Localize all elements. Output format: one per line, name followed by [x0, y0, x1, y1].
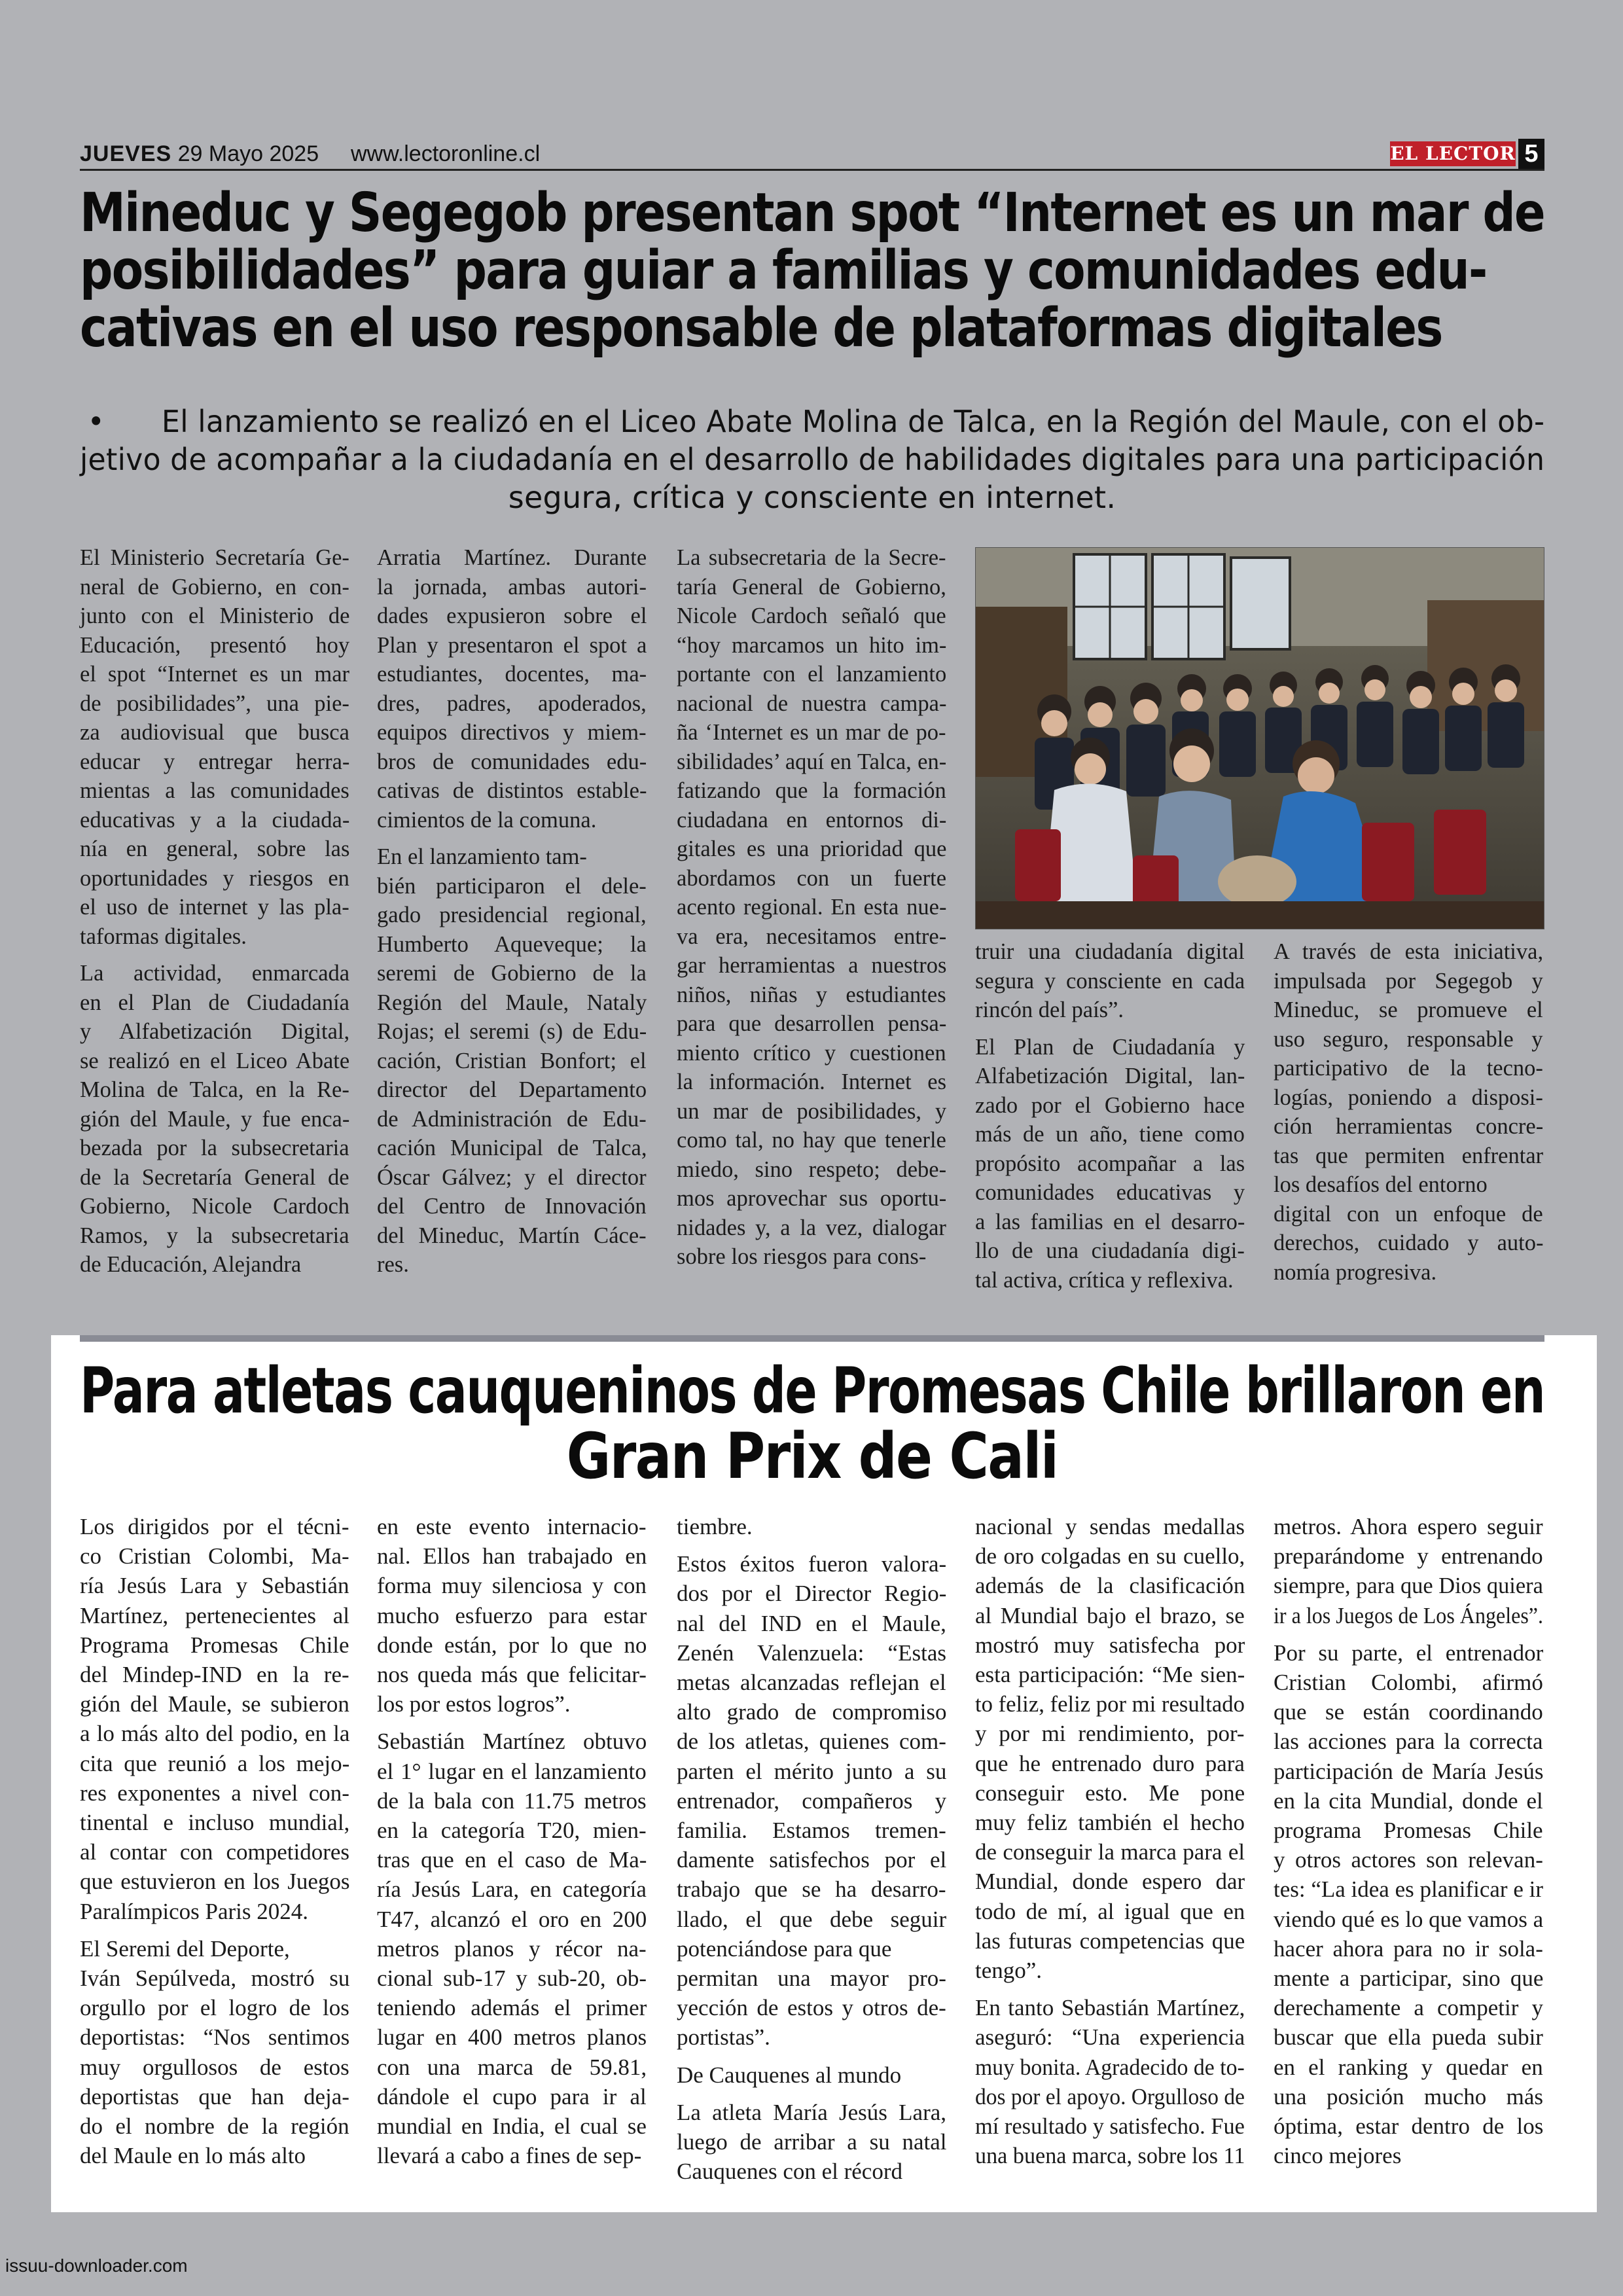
text-line: logías, poniendo a disposi- [1274, 1085, 1543, 1110]
text-line: Martínez, pertenecientes al [80, 1602, 349, 1628]
text-line: tiembre. [677, 1514, 753, 1539]
text-line: muy orgullosos de estos [80, 2054, 349, 2080]
article1-column-1 [80, 543, 349, 1287]
article2-column-3 [677, 1512, 946, 2194]
paragraph [377, 1512, 647, 1719]
bullet-icon: • [87, 404, 105, 439]
subhead-line: segura, crítica y consciente en internet. [508, 480, 1116, 515]
paragraph [975, 1512, 1245, 1985]
text-line: de Administración de Edu- [377, 1106, 647, 1132]
text-line: del Centro de Innovación [377, 1194, 647, 1219]
text-line: y otros actores son relevan- [1274, 1847, 1543, 1873]
text-line: dándole el cupo para ir al [377, 2083, 647, 2109]
text-line: nacional y sendas medallas [975, 1514, 1245, 1539]
text-line: derechos, cuidado y auto- [1274, 1230, 1544, 1255]
text-line: dos por el Director Regio- [677, 1581, 947, 1607]
text-line: Educación, presentó hoy [80, 632, 350, 658]
text-line: Óscar Gálvez; y el director [377, 1164, 647, 1190]
text-line: rincón del país”. [975, 997, 1124, 1022]
text-line: el uso de internet y las pla- [80, 895, 349, 920]
text-line: deportistas: “Nos sentimos [80, 2024, 350, 2051]
text-line: El Plan de Ciudadanía y [975, 1034, 1245, 1060]
text-line: gado presidencial regional, [377, 903, 647, 927]
text-line: nos queda más que felicitar- [377, 1662, 647, 1688]
text-line: parten el mérito junto a su [677, 1758, 947, 1784]
text-line: dos por el apoyo. Orgulloso de [975, 2083, 1245, 2109]
text-line: mostró muy satisfecha por [975, 1632, 1245, 1658]
text-line: Programa Promesas Chile [80, 1632, 349, 1658]
text-line: muy bonita. Agradecido de to- [975, 2054, 1245, 2080]
watermark: issuu-downloader.com [5, 2255, 188, 2276]
text-line: Molina de Talca, en la Re- [80, 1077, 349, 1102]
article1-column-2 [377, 543, 647, 1287]
text-line: mente a participar, sino que [1274, 1965, 1544, 1992]
text-line: Sebastián Martínez obtuvo [377, 1729, 647, 1755]
page-number: 5 [1518, 139, 1544, 169]
text-line: familia. Estamos tremen- [677, 1818, 946, 1844]
headline-line: Para atletas cauqueninos de Promesas Chile brillaron en [80, 1354, 1545, 1427]
text-line: donde están, por lo que no [377, 1632, 647, 1658]
text-line: La subsecretaria de la Secre- [677, 545, 946, 570]
text-line: to feliz, feliz por mi resultado [975, 1691, 1245, 1717]
text-line: Rojas; el seremi (s) de Edu- [377, 1019, 647, 1044]
paragraph [975, 1993, 1245, 2170]
text-line: participativo de la tecno- [1274, 1056, 1543, 1081]
text-line: cional sub-17 y sub-20, ob- [377, 1965, 647, 1992]
text-line: Zenén Valenzuela: “Estas [677, 1640, 946, 1666]
text-line: entrenador, compañeros y [677, 1787, 947, 1814]
text-line: Región del Maule, Nataly [377, 990, 647, 1015]
text-line: del Maule en lo más alto [80, 2143, 306, 2169]
text-line: comunidades educativas y [975, 1180, 1245, 1205]
text-line: hacer ahora para no ir sola- [1274, 1935, 1543, 1962]
text-line: sibilidades’ aquí en Talca, en- [677, 749, 947, 774]
article1-subhead [80, 403, 1544, 516]
paragraph [677, 543, 946, 1272]
text-line: conseguir esto. Me pone [975, 1780, 1245, 1806]
text-line: buscar que ella pueda subir [1274, 2024, 1543, 2051]
text-line: sobre los riesgos para cons- [677, 1244, 927, 1269]
text-line: ría Jesús Lara, en categoría [377, 1876, 647, 1903]
text-line: truir una ciudadanía digital [975, 939, 1245, 964]
text-line: Alfabetización Digital, lan- [975, 1064, 1245, 1088]
text-line: gar herramientas a nuestros [677, 953, 947, 978]
text-line: en el ranking y quedar en [1274, 2054, 1543, 2080]
text-line: gitales es una prioridad que [677, 836, 947, 861]
text-line: za audiovisual que busca [80, 720, 349, 745]
article1-photo [975, 547, 1544, 929]
text-line: La atleta María Jesús Lara, [677, 2099, 947, 2125]
text-line: tras que en el caso de Ma- [377, 1847, 647, 1873]
text-line: una buena marca, sobre los 11 [975, 2143, 1245, 2169]
text-line: los por estos logros”. [377, 1691, 571, 1717]
text-line: como tal, no hay que tenerle [677, 1128, 946, 1153]
text-line: la información. Internet es [677, 1069, 947, 1094]
article1-column-5 [1274, 937, 1543, 1295]
text-line: Mundial, donde espero dar [975, 1869, 1245, 1895]
paragraph [1274, 1638, 1543, 2171]
text-line: co Cristian Colombi, Ma- [80, 1543, 349, 1570]
text-line: taformas digitales. [80, 924, 247, 949]
headline-line: Gran Prix de Cali [566, 1420, 1058, 1493]
text-line: oportunidades y riesgos en [80, 865, 349, 891]
text-line: tas que permiten enfrentar [1274, 1143, 1544, 1168]
text-line: que estuvieron en los Juegos [80, 1869, 350, 1895]
paragraph [975, 1033, 1245, 1295]
paragraph [80, 543, 349, 951]
text-line: “hoy marcamos un hito im- [677, 632, 947, 658]
text-line: con una marca de 59.81, [377, 2054, 647, 2080]
text-line: mientas a las comunidades [80, 778, 349, 803]
text-line: a lo más alto del podio, en la [80, 1721, 350, 1747]
text-line: bezada por la subsecretaria [80, 1136, 349, 1160]
text-line: gión del Maule, y fue enca- [80, 1106, 350, 1132]
text-line: participación de María Jesús [1274, 1758, 1544, 1784]
paragraph [377, 543, 647, 834]
text-line: nía en general, sobre las [80, 836, 350, 861]
text-line: tinental e incluso mundial, [80, 1810, 350, 1836]
text-line: al contar con competidores [80, 1839, 350, 1865]
text-line: mucho esfuerzo para estar [377, 1602, 647, 1628]
text-line: que he entrenado duro para [975, 1750, 1245, 1776]
paragraph [80, 959, 349, 1280]
classroom-photo [976, 548, 1544, 929]
text-line: para que desarrollen pensa- [677, 1011, 947, 1036]
paragraph [975, 937, 1245, 1025]
text-line: Mineduc, se promueve el [1274, 997, 1543, 1022]
text-line: llevará a cabo a fines de sep- [377, 2143, 642, 2169]
text-line: Arratia Martínez. Durante [377, 545, 647, 570]
text-line: Ramos, y la subsecretaria [80, 1223, 349, 1248]
text-line: cinco mejores [1274, 2143, 1402, 2169]
text-line: portistas”. [677, 2024, 770, 2051]
masthead [80, 137, 1544, 170]
text-line: a las familias en el desarro- [975, 1209, 1245, 1234]
text-line: ña ‘Internet es un mar de po- [677, 720, 946, 745]
text-line: El Seremi del Deporte, [80, 1935, 290, 1962]
text-line: orgullo por el logro de los [80, 1995, 349, 2021]
text-line: cación, Cristian Bonfort; el [377, 1048, 647, 1073]
text-line: educar y entregar herra- [80, 749, 350, 774]
text-line: nal. Ellos han trabajado en [377, 1543, 647, 1570]
text-line: óptima, estar dentro de los [1274, 2113, 1544, 2140]
text-line: potenciándose para que [677, 1935, 892, 1962]
paragraph [677, 1512, 946, 1541]
text-line: forma muy silenciosa y con [377, 1573, 647, 1599]
paragraph [80, 1934, 349, 2171]
text-line: miento crítico y cuestionen [677, 1040, 946, 1066]
article2-top-rule [80, 1335, 1544, 1342]
text-line: las acciones para la correcta [1274, 1729, 1543, 1755]
text-line: trabajo que se ha desarro- [677, 1876, 946, 1903]
text-line: de Educación, Alejandra [80, 1252, 302, 1277]
text-line: alto grado de compromiso [677, 1699, 947, 1725]
text-line: ción herramientas concre- [1274, 1114, 1544, 1139]
text-line: de oro colgadas en su cuello, [975, 1543, 1245, 1570]
text-line: La actividad, enmarcada [80, 961, 350, 986]
text-line: educativas y a la ciudada- [80, 807, 350, 833]
text-line: ciudadana en entornos di- [677, 807, 947, 833]
paragraph [677, 1549, 946, 2052]
paragraph [1274, 937, 1543, 1287]
text-line: gión del Maule, se subieron [80, 1691, 349, 1717]
text-line: bros de comunidades edu- [377, 749, 647, 774]
text-line: res. [377, 1252, 409, 1277]
text-line: siempre, para que Dios quiera [1274, 1573, 1543, 1599]
text-line: El Ministerio Secretaría Ge- [80, 545, 349, 570]
text-line: y por mi rendimiento, por- [975, 1721, 1245, 1747]
text-line: al Mundial bajo el brazo, se [975, 1602, 1245, 1628]
website-link[interactable]: www.lectoronline.cl [351, 141, 541, 166]
text-line: segura y consciente en cada [975, 968, 1245, 994]
text-line: de conseguir la marca para el [975, 1839, 1245, 1865]
text-line: mundial en India, el cual se [377, 2113, 647, 2140]
text-line: de la Secretaría General de [80, 1164, 349, 1190]
text-line: neral de Gobierno, en con- [80, 574, 349, 600]
text-line: Iván Sepúlveda, mostró su [80, 1965, 350, 1992]
text-line: uso seguro, responsable y [1274, 1026, 1543, 1052]
headline-line: cativas en el uso responsable de plataformas digitales [80, 297, 1442, 359]
text-line: taría General de Gobierno, [677, 574, 946, 600]
text-line: en la categoría T20, mien- [377, 1818, 647, 1844]
text-line: Paralímpicos Paris 2024. [80, 1898, 308, 1924]
text-line: que se están coordinando [1274, 1699, 1543, 1725]
subhead-text: El lanzamiento se realizó en el Liceo Abate Molina de Talca, en la Región del Maule, con el ob- [161, 404, 1545, 439]
text-line: cativas de distintos estable- [377, 778, 647, 803]
text-line: abordamos con un fuerte [677, 865, 947, 891]
text-line: esta participación: “Me sien- [975, 1662, 1245, 1688]
text-line: dades expusieron sobre el [377, 603, 647, 628]
text-line: además de la clasificación [975, 1573, 1245, 1599]
paragraph [377, 1727, 647, 2170]
text-line: propósito acompañar a las [975, 1151, 1245, 1176]
text-line: más de un año, tiene como [975, 1122, 1245, 1147]
text-line: viendo qué es lo que vamos a [1274, 1906, 1544, 1932]
paragraph [677, 2098, 946, 2187]
paragraph [1274, 1512, 1543, 1630]
text-line: derechamente a competir y [1274, 1995, 1543, 2021]
text-line: metros. Ahora espero seguir [1274, 1514, 1543, 1539]
text-line: Los dirigidos por el técni- [80, 1514, 349, 1539]
text-line: ría Jesús Lara y Sebastián [80, 1573, 349, 1599]
text-line: tengo”. [975, 1958, 1043, 1984]
text-line: luego de arribar a su natal [677, 2129, 947, 2155]
text-line: portante con el lanzamiento [677, 662, 947, 687]
text-line: miedo, sino respeto; debe- [677, 1157, 947, 1182]
text-line: nidades y, a la vez, dialogar [677, 1215, 946, 1240]
text-line: de posibilidades”, una pie- [80, 691, 349, 716]
text-line: acento regional. En esta nue- [677, 895, 947, 920]
subhead-line: jetivo de acompañar a la ciudadanía en el desarrollo de habilidades digitales para una participación [80, 442, 1545, 477]
article2-column-5 [1274, 1512, 1543, 2178]
text-line: deportistas que han deja- [80, 2083, 349, 2109]
text-line: fatizando que la formación [677, 778, 946, 803]
subhead-line [80, 403, 1545, 440]
text-line: en la cita Mundial, donde el [1274, 1787, 1543, 1814]
text-line: nal del IND en el Maule, [677, 1610, 946, 1636]
text-line: En el lanzamiento tam- [377, 844, 587, 869]
text-line: niños, niñas y estudiantes [677, 982, 946, 1007]
text-line: De Cauquenes al mundo [677, 2062, 902, 2088]
text-line: Cauquenes con el récord [677, 2159, 902, 2185]
text-line: las futuras competencias que [975, 1928, 1245, 1954]
header-rule [80, 169, 1544, 171]
text-line: de la bala con 11.75 metros [377, 1787, 647, 1814]
text-line: llado, el que debe seguir [677, 1906, 947, 1932]
text-line: T47, alcanzó el oro en 200 [377, 1906, 647, 1932]
text-line: preparándome y entrenando [1274, 1543, 1543, 1570]
article1-column-3 [677, 543, 946, 1280]
text-line: damente satisfechos por el [677, 1847, 947, 1873]
text-line: cación Municipal de Talca, [377, 1136, 647, 1160]
paragraph [80, 1512, 349, 1926]
text-line: Plan y presentaron el spot a [377, 632, 647, 658]
article2-column-1 [80, 1512, 349, 2178]
text-line: lugar en 400 metros planos [377, 2024, 647, 2051]
text-line: permitan una mayor pro- [677, 1965, 946, 1992]
text-line: nomía progresiva. [1274, 1259, 1437, 1285]
article1-column-4 [975, 937, 1245, 1302]
text-line: nacional de nuestra campa- [677, 691, 947, 716]
text-line: los desafíos del entorno [1274, 1172, 1488, 1197]
text-line: director del Departamento [377, 1077, 647, 1102]
text-line: mos aprovechar sus oportu- [677, 1186, 947, 1211]
text-line: seremi de Gobierno de la [377, 961, 647, 986]
text-line: del Mineduc, Martín Cáce- [377, 1223, 647, 1248]
text-line: una posición mucho más [1274, 2083, 1544, 2109]
text-line: programa Promesas Chile [1274, 1818, 1543, 1844]
article2-headline [80, 1354, 1545, 1493]
headline-line: Mineduc y Segegob presentan spot “Internet es un mar de [80, 182, 1544, 244]
text-line: res exponentes a nivel con- [80, 1780, 349, 1806]
text-line: tes: “La idea es planificar e ir [1274, 1876, 1544, 1903]
text-line: un mar de posibilidades, y [677, 1098, 947, 1124]
text-line: zado por el Gobierno hace [975, 1092, 1245, 1118]
newspaper-logo: EL LECTOR [1390, 141, 1516, 166]
text-line: aseguró: “Una experiencia [975, 2024, 1245, 2051]
text-line: ir a los Juegos de Los Ángeles”. [1274, 1602, 1544, 1628]
text-line: yección de estos y otros de- [677, 1995, 946, 2021]
text-line: Nicole Cardoch señaló que [677, 603, 946, 628]
text-line: llo de una ciudadanía digi- [975, 1238, 1245, 1263]
text-line: metas alcanzadas reflejan el [677, 1670, 946, 1696]
text-line: todo de mí, al igual que en [975, 1898, 1245, 1924]
text-line: Cristian Colombi, afirmó [1274, 1670, 1543, 1696]
paragraph [377, 842, 647, 1280]
text-line: cita que reunió a los mejo- [80, 1750, 350, 1776]
text-line: junto con el Ministerio de [80, 603, 350, 628]
article1-headline [80, 182, 1544, 359]
text-line: estudiantes, docentes, ma- [377, 662, 647, 687]
text-line: bién participaron el dele- [377, 873, 647, 899]
text-line: tal activa, crítica y reflexiva. [975, 1267, 1234, 1293]
text-line: metros planos y récor na- [377, 1935, 647, 1962]
text-line: en el Plan de Ciudadanía [80, 990, 349, 1015]
text-line: y Alfabetización Digital, [80, 1019, 350, 1044]
text-line: teniendo además el primer [377, 1995, 647, 2021]
text-line: dres, padres, apoderados, [377, 691, 647, 716]
text-line: Humberto Aqueveque; la [377, 931, 647, 957]
text-line: impulsada por Segegob y [1274, 968, 1543, 994]
text-line: digital con un enfoque de [1274, 1201, 1543, 1227]
text-line: do el nombre de la región [80, 2113, 349, 2140]
text-line: Por su parte, el entrenador [1274, 1640, 1544, 1666]
text-line: del Mindep-IND en la re- [80, 1662, 349, 1688]
text-line: Estos éxitos fueron valora- [677, 1551, 947, 1577]
text-line: en este evento internacio- [377, 1514, 647, 1539]
text-line: mí resultado y satisfecho. Fue [975, 2113, 1245, 2140]
text-line: En tanto Sebastián Martínez, [975, 1995, 1245, 2021]
text-line: de los atletas, quienes com- [677, 1729, 946, 1755]
issue-date: JUEVES 29 Mayo 2025 [80, 141, 319, 166]
text-line: muy feliz también el hecho [975, 1810, 1245, 1836]
headline-line: posibilidades” para guiar a familias y comunidades edu- [80, 240, 1487, 302]
text-line: el spot “Internet es un mar [80, 662, 349, 687]
text-line: se realizó en el Liceo Abate [80, 1048, 350, 1073]
text-line: va era, necesitamos entre- [677, 924, 947, 949]
paragraph [677, 2060, 946, 2090]
text-line: cimientos de la comuna. [377, 807, 597, 833]
article2-column-4 [975, 1512, 1245, 2178]
article2-column-2 [377, 1512, 647, 2178]
text-line: la jornada, ambas autori- [377, 574, 647, 600]
text-line: Gobierno, Nicole Cardoch [80, 1194, 350, 1219]
text-line: A través de esta iniciativa, [1274, 939, 1544, 964]
text-line: el 1° lugar en el lanzamiento [377, 1758, 647, 1784]
text-line: equipos directivos y miem- [377, 720, 647, 745]
